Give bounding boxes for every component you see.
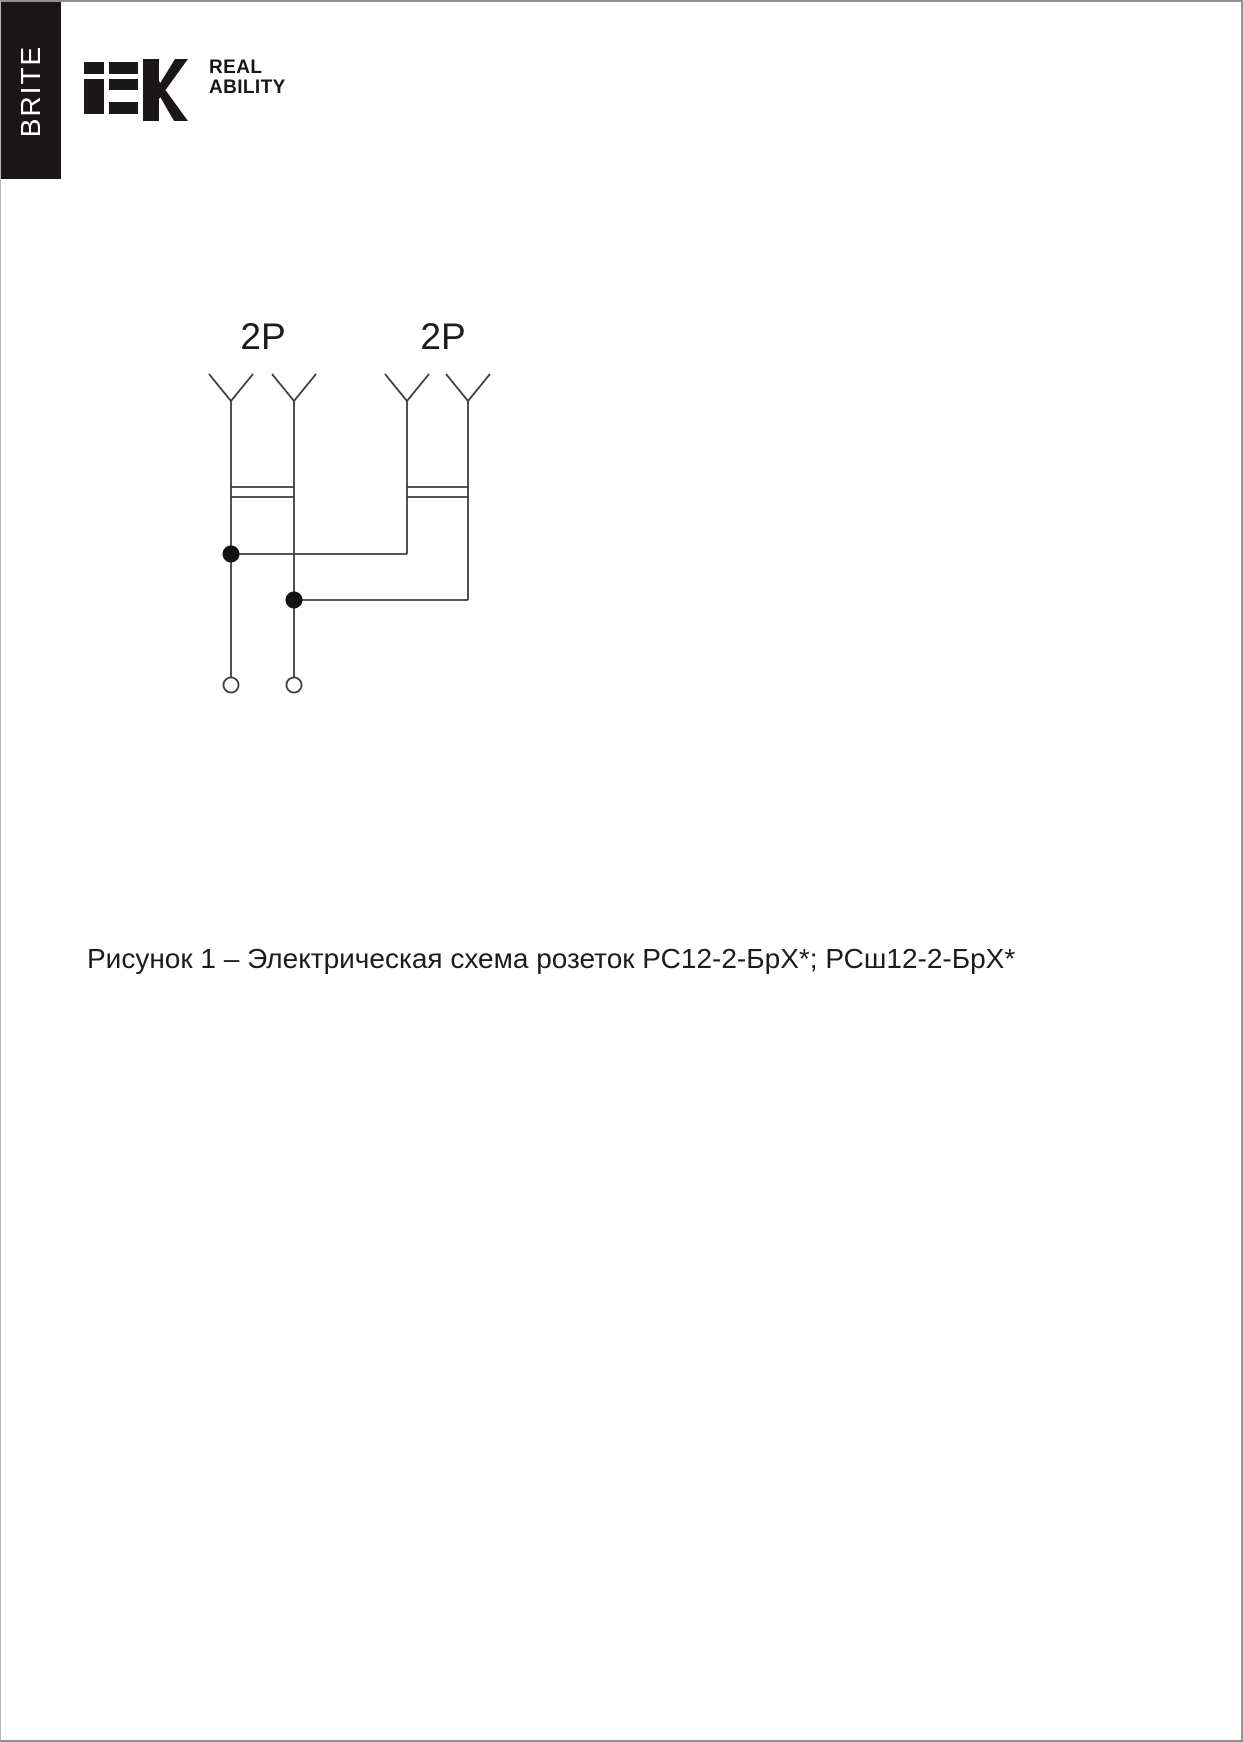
pole-label-left-socket: 2P [240, 316, 286, 357]
fork-arm-line [231, 374, 253, 401]
pole-label-right-socket: 2P [420, 316, 466, 357]
brand-tab-label: BRITE [15, 44, 46, 137]
brand-tab [1, 2, 61, 179]
logo-tagline-line2: ABILITY [209, 77, 286, 98]
fork-arm-line [446, 374, 468, 401]
fork-arm-line [407, 374, 429, 401]
fork-arm-line [209, 374, 231, 401]
iek-logo [84, 59, 188, 121]
logo-tagline-line1: REAL [209, 57, 263, 78]
terminal-circle [224, 678, 239, 693]
socket-wiring-schematic [151, 302, 551, 722]
logo-tagline [209, 58, 286, 98]
junction-dot [223, 546, 240, 563]
fork-arm-line [468, 374, 490, 401]
fork-arm-line [272, 374, 294, 401]
fork-arm-line [385, 374, 407, 401]
terminal-circle [287, 678, 302, 693]
junction-dot [286, 592, 303, 609]
figure-caption: Рисунок 1 – Электрическая схема розеток РС12-2-БрХ*; РСш12-2-БрХ* [87, 943, 1016, 974]
fork-arm-line [294, 374, 316, 401]
